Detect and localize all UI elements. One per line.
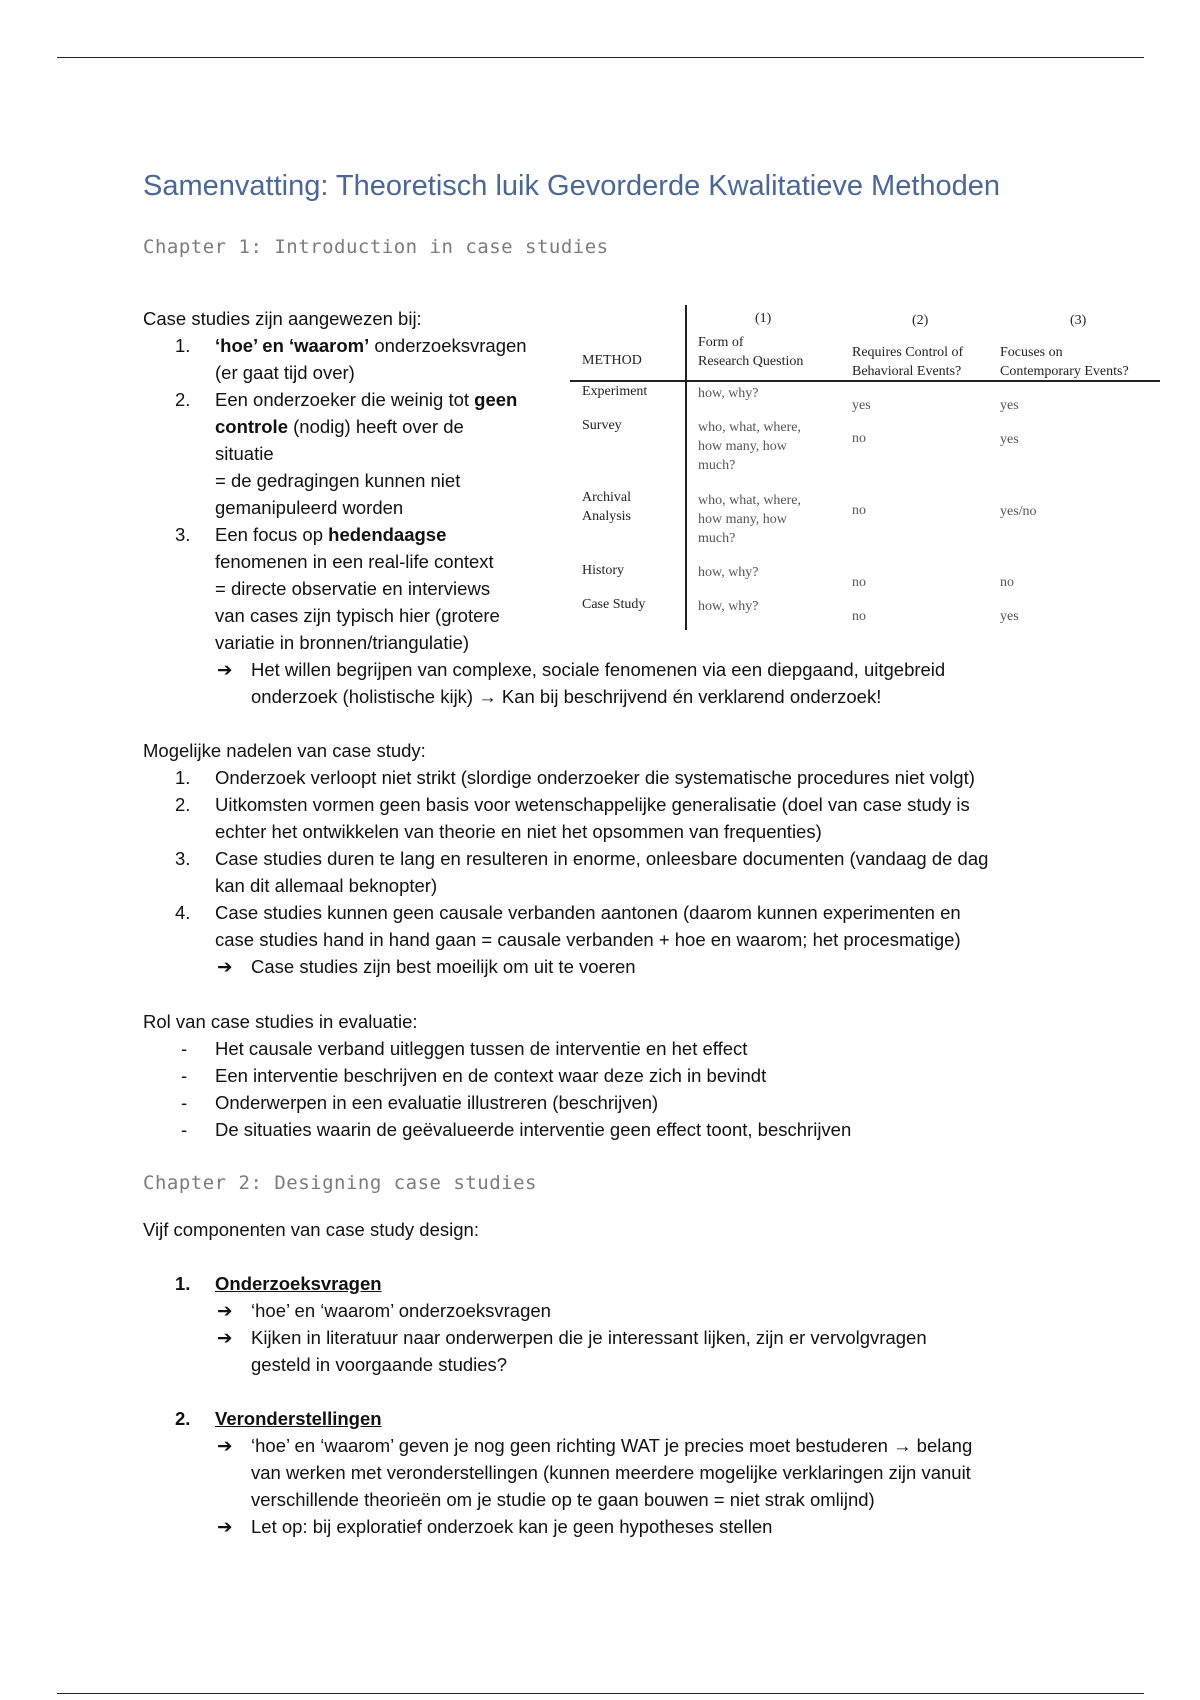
list-text: (nodig) heeft over de xyxy=(287,416,464,437)
component-title: Onderzoeksvragen xyxy=(215,1273,382,1294)
note-text: ‘hoe’ en ‘waarom’ geven je nog geen richting WAT je precies moet bestuderen → belang xyxy=(251,1435,973,1456)
list-text: gemanipuleerd worden xyxy=(215,497,404,518)
methods-table xyxy=(570,305,1160,635)
note-text: gesteld in voorgaande studies? xyxy=(251,1354,508,1375)
column-header: Research Question xyxy=(698,354,804,369)
list-number: 4. xyxy=(175,902,191,923)
note-text: Het willen begrijpen van complexe, sociale fenomenen via een diepgaand, uitgebreid xyxy=(251,659,946,680)
list-item xyxy=(143,764,1123,791)
arrow-icon: ➔ xyxy=(217,1516,233,1537)
table-cell-question: how, why? xyxy=(698,565,759,580)
list-text: onderzoeksvragen xyxy=(369,335,527,356)
list-number: 3. xyxy=(175,848,191,869)
roles-section xyxy=(143,1008,1123,1143)
list-text: van cases zijn typisch hier (grotere xyxy=(215,605,500,626)
note-text: ‘hoe’ en ‘waarom’ onderzoeksvragen xyxy=(251,1300,551,1321)
dash-marker: - xyxy=(181,1038,188,1059)
list-text: Onderzoek verloopt niet strikt (slordige onderzoeker die systematische procedures niet volgt) xyxy=(215,767,975,788)
arrow-icon: ➔ xyxy=(217,1327,233,1348)
list-number: 2. xyxy=(175,389,191,410)
list-number: 1. xyxy=(175,767,191,788)
table-cell-control: no xyxy=(852,609,866,624)
col-number: (2) xyxy=(912,313,929,328)
table-cell-method: Experiment xyxy=(582,384,648,399)
list-item xyxy=(143,1089,1123,1116)
list-item xyxy=(143,1116,1123,1143)
component-title: Veronderstellingen xyxy=(215,1408,382,1429)
table-cell-method: History xyxy=(582,563,624,578)
list-text: echter het ontwikkelen van theorie en niet het opsommen van frequenties) xyxy=(215,821,822,842)
note-text: van werken met veronderstellingen (kunnen meerdere mogelijke verklaringen zijn vanuit xyxy=(251,1462,971,1483)
list-text: fenomenen in een real-life context xyxy=(215,551,494,572)
bold-text: hedendaagse xyxy=(328,524,447,545)
note-text: verschillende theorieën om je studie op te gaan bouwen = niet strak omlijnd) xyxy=(251,1489,875,1510)
list-text: Uitkomsten vormen geen basis voor wetenschappelijke generalisatie (doel van case study is xyxy=(215,794,970,815)
table-cell-method: Survey xyxy=(582,418,622,433)
list-text: Onderwerpen in een evaluatie illustreren (beschrijven) xyxy=(215,1092,659,1113)
note-text: Kijken in literatuur naar onderwerpen die je interessant lijken, zijn er vervolgvragen xyxy=(251,1327,927,1348)
bold-text: controle xyxy=(215,416,288,437)
top-rule xyxy=(57,57,1144,58)
arrow-icon: ➔ xyxy=(217,659,233,680)
list-text: Case studies kunnen geen causale verbanden aantonen (daarom kunnen experimenten en xyxy=(215,902,961,923)
table-cell-question: much? xyxy=(698,458,736,473)
list-item xyxy=(143,899,1123,953)
bold-text: geen xyxy=(474,389,518,410)
components-lead: Vijf componenten van case study design: xyxy=(143,1219,479,1240)
arrow-icon: ➔ xyxy=(217,1435,233,1456)
list-number: 2. xyxy=(175,1408,191,1429)
list-number: 2. xyxy=(175,794,191,815)
col-number: (3) xyxy=(1070,313,1087,328)
list-text: De situaties waarin de geëvalueerde interventie geen effect toont, beschrijven xyxy=(215,1119,852,1140)
chapter-2-section xyxy=(143,1216,1123,1540)
table-cell-control: no xyxy=(852,575,866,590)
dash-marker: - xyxy=(181,1092,188,1113)
table-cell-question: how, why? xyxy=(698,386,759,401)
list-item xyxy=(143,1035,1123,1062)
dash-marker: - xyxy=(181,1119,188,1140)
table-cell-method: Analysis xyxy=(582,509,631,524)
list-item xyxy=(143,845,1123,899)
column-header: Focuses on xyxy=(1000,345,1063,360)
table-cell-method: Case Study xyxy=(582,597,646,612)
chapter-1-section xyxy=(143,305,573,656)
column-header: Contemporary Events? xyxy=(1000,364,1129,379)
arrow-icon: ➔ xyxy=(217,956,233,977)
list-number: 1. xyxy=(175,1273,191,1294)
table-cell-focus: yes xyxy=(1000,609,1019,624)
component-item xyxy=(143,1405,1123,1432)
table-cell-focus: yes xyxy=(1000,398,1019,413)
note-text: onderzoek (holistische kijk) → Kan bij beschrijvend én verklarend onderzoek! xyxy=(251,686,882,707)
table-cell-control: yes xyxy=(852,398,871,413)
disadvantages-lead: Mogelijke nadelen van case study: xyxy=(143,740,426,761)
method-header: METHOD xyxy=(582,353,642,368)
arrow-note xyxy=(143,953,1123,980)
list-text: Het causale verband uitleggen tussen de interventie en het effect xyxy=(215,1038,748,1059)
table-vertical-rule xyxy=(685,305,687,630)
table-cell-focus: no xyxy=(1000,575,1014,590)
disadvantages-section xyxy=(143,737,1123,980)
list-text: variatie in bronnen/triangulatie) xyxy=(215,632,470,653)
case-studies-lead: Case studies zijn aangewezen bij: xyxy=(143,308,422,329)
list-item xyxy=(143,1062,1123,1089)
table-cell-control: no xyxy=(852,503,866,518)
table-cell-focus: yes/no xyxy=(1000,504,1037,519)
roles-lead: Rol van case studies in evaluatie: xyxy=(143,1011,418,1032)
list-text: Een focus op xyxy=(215,524,329,545)
arrow-note xyxy=(143,1297,1123,1324)
table-cell-question: much? xyxy=(698,531,736,546)
document-title: Samenvatting: Theoretisch luik Gevorderde Kwalitatieve Methoden xyxy=(143,170,1001,202)
table-cell-control: no xyxy=(852,431,866,446)
list-text: = directe observatie en interviews xyxy=(215,578,491,599)
list-number: 3. xyxy=(175,524,191,545)
list-item xyxy=(143,386,573,521)
list-text: kan dit allemaal beknopter) xyxy=(215,875,438,896)
list-item xyxy=(143,791,1123,845)
list-text: = de gedragingen kunnen niet xyxy=(215,470,461,491)
arrow-note xyxy=(143,1324,1123,1378)
chapter-2-heading: Chapter 2: Designing case studies xyxy=(143,1172,537,1194)
col-number: (1) xyxy=(755,311,772,326)
note-text: Let op: bij exploratief onderzoek kan je geen hypotheses stellen xyxy=(251,1516,773,1537)
arrow-note xyxy=(143,656,1103,710)
chapter-1-heading: Chapter 1: Introduction in case studies xyxy=(143,236,609,258)
table-cell-question: how many, how xyxy=(698,439,787,454)
table-cell-question: who, what, where, xyxy=(698,493,802,508)
table-cell-method: Archival xyxy=(582,490,631,505)
arrow-note xyxy=(143,1432,1123,1513)
table-cell-focus: yes xyxy=(1000,432,1019,447)
list-text: Een onderzoeker die weinig tot xyxy=(215,389,475,410)
arrow-note xyxy=(143,1513,1123,1540)
table-cell-question: how many, how xyxy=(698,512,787,527)
column-header: Form of xyxy=(698,335,744,350)
bold-text: ‘hoe’ en ‘waarom’ xyxy=(215,335,370,356)
table-cell-question: who, what, where, xyxy=(698,420,802,435)
dash-marker: - xyxy=(181,1065,188,1086)
list-text: situatie xyxy=(215,443,274,464)
list-text: Een interventie beschrijven en de context waar deze zich in bevindt xyxy=(215,1065,767,1086)
list-text: case studies hand in hand gaan = causale verbanden + hoe en waarom; het procesmatige) xyxy=(215,929,961,950)
list-text: (er gaat tijd over) xyxy=(215,362,355,383)
arrow-icon: ➔ xyxy=(217,1300,233,1321)
note-text: Case studies zijn best moeilijk om uit te voeren xyxy=(251,956,636,977)
column-header: Requires Control of xyxy=(852,345,964,360)
column-header: Behavioral Events? xyxy=(852,364,962,379)
list-text: Case studies duren te lang en resulteren in enorme, onleesbare documenten (vandaag de dag xyxy=(215,848,989,869)
list-number: 1. xyxy=(175,335,191,356)
bottom-rule xyxy=(57,1693,1144,1694)
table-cell-question: how, why? xyxy=(698,599,759,614)
list-item xyxy=(143,332,573,386)
list-item xyxy=(143,521,573,656)
component-item xyxy=(143,1270,1123,1297)
chapter-1-continued xyxy=(143,656,1103,710)
